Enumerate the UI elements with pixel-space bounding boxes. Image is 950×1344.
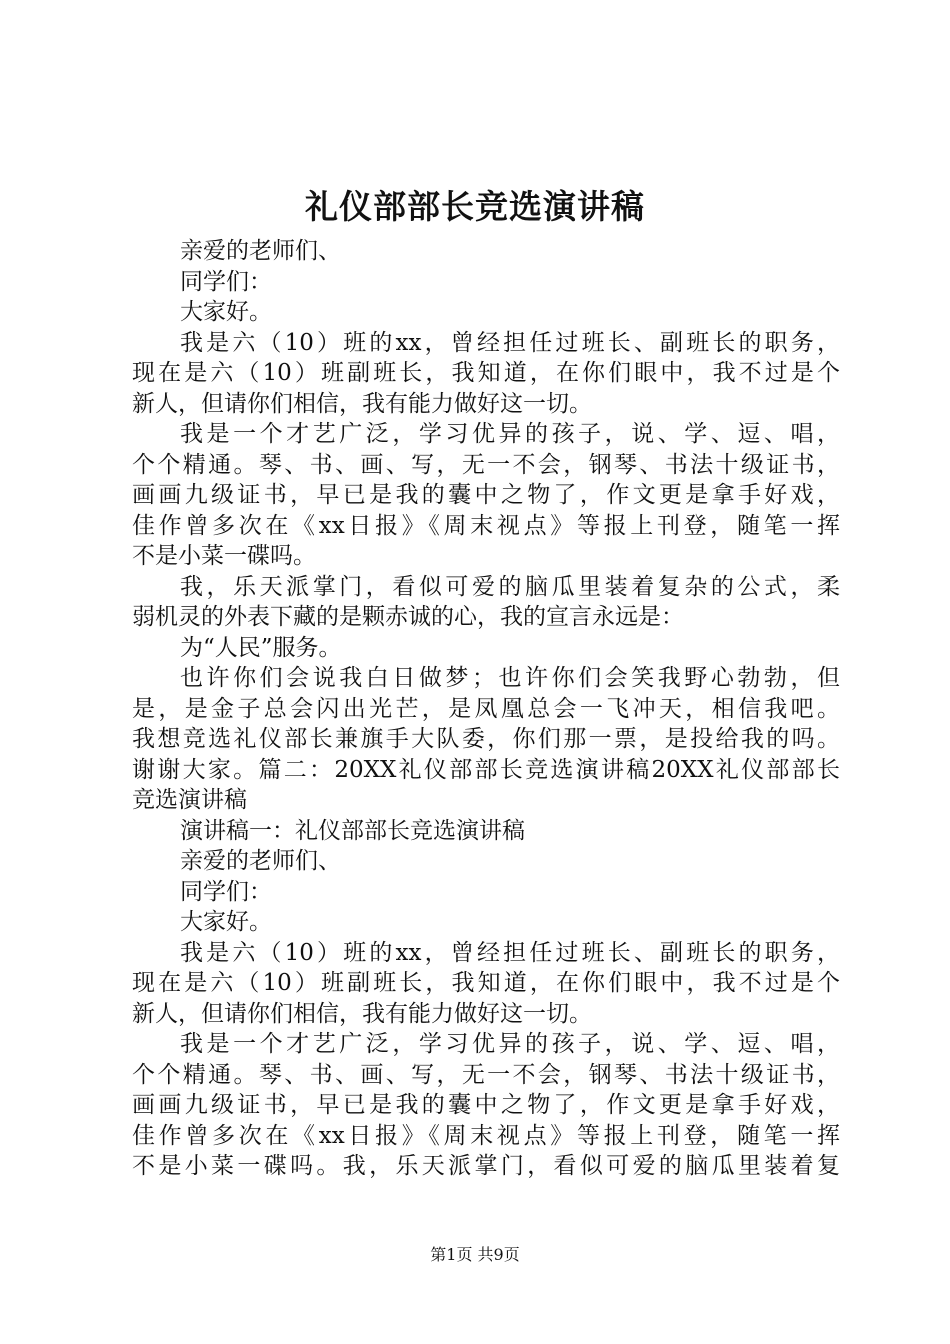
text-line: 同学们： [180,268,272,295]
text-line: 亲爱的老师们、 [180,238,341,264]
text-line: 是，是金子总会闪出光芒，是凤凰总会一飞冲天，相信我吧。 [132,695,840,722]
text-line: 我是一个才艺广泛，学习优异的孩子，说、学、逗、唱， [180,1031,840,1057]
text-line: 我是六（10）班的xx，曾经担任过班长、副班长的职务， [180,329,840,356]
page-footer: 第1页 共9页 [430,1245,520,1264]
text-line: 新人，但请你们相信，我有能力做好这一切。 [132,390,592,417]
text-line: 大家好。 [180,299,272,325]
text-line: 弱机灵的外表下藏的是颗赤诚的心，我的宣言永远是： [132,604,684,630]
text-line: 演讲稿一：礼仪部部长竞选演讲稿 [180,817,525,844]
text-line: 佳作曾多次在《xx日报》《周末视点》等报上刊登，随笔一挥 [132,512,840,539]
text-line: 不是小菜一碟吗。 [132,543,316,569]
text-line: 我是六（10）班的xx，曾经担任过班长、副班长的职务， [180,939,840,966]
text-line: 为“人民”服务。 [180,634,342,661]
text-line: 也许你们会说我白日做梦；也许你们会笑我野心勃勃，但 [180,665,840,691]
text-line: 画画九级证书，早已是我的囊中之物了，作文更是拿手好戏， [132,1092,840,1118]
text-line: 我，乐天派掌门，看似可爱的脑瓜里装着复杂的公式，柔 [180,573,840,600]
text-line: 我想竞选礼仪部长兼旗手大队委，你们那一票，是投给我的吗。 [132,726,840,752]
text-line: 现在是六（10）班副班长，我知道，在你们眼中，我不过是个 [132,970,840,996]
text-line: 不是小菜一碟吗。我，乐天派掌门，看似可爱的脑瓜里装着复 [132,1153,840,1179]
text-line: 个个精通。琴、书、画、写，无一不会，钢琴、书法十级证书， [132,1061,840,1088]
text-line: 谢谢大家。篇二：20XX礼仪部部长竞选演讲稿20XX礼仪部部长 [132,756,840,783]
text-line: 同学们： [180,878,272,905]
document-body [132,236,840,1182]
text-line: 画画九级证书，早已是我的囊中之物了，作文更是拿手好戏， [132,482,840,508]
document-title: 礼仪部部长竞选演讲稿 [305,187,645,226]
text-line: 个个精通。琴、书、画、写，无一不会，钢琴、书法十级证书， [132,451,840,478]
text-line: 新人，但请你们相信，我有能力做好这一切。 [132,1000,592,1027]
text-line: 佳作曾多次在《xx日报》《周末视点》等报上刊登，随笔一挥 [132,1122,840,1149]
text-line: 现在是六（10）班副班长，我知道，在你们眼中，我不过是个 [132,360,840,386]
text-line: 大家好。 [180,909,272,935]
text-line: 我是一个才艺广泛，学习优异的孩子，说、学、逗、唱， [180,421,840,447]
text-line: 竞选演讲稿 [132,787,247,813]
text-line: 亲爱的老师们、 [180,848,341,874]
